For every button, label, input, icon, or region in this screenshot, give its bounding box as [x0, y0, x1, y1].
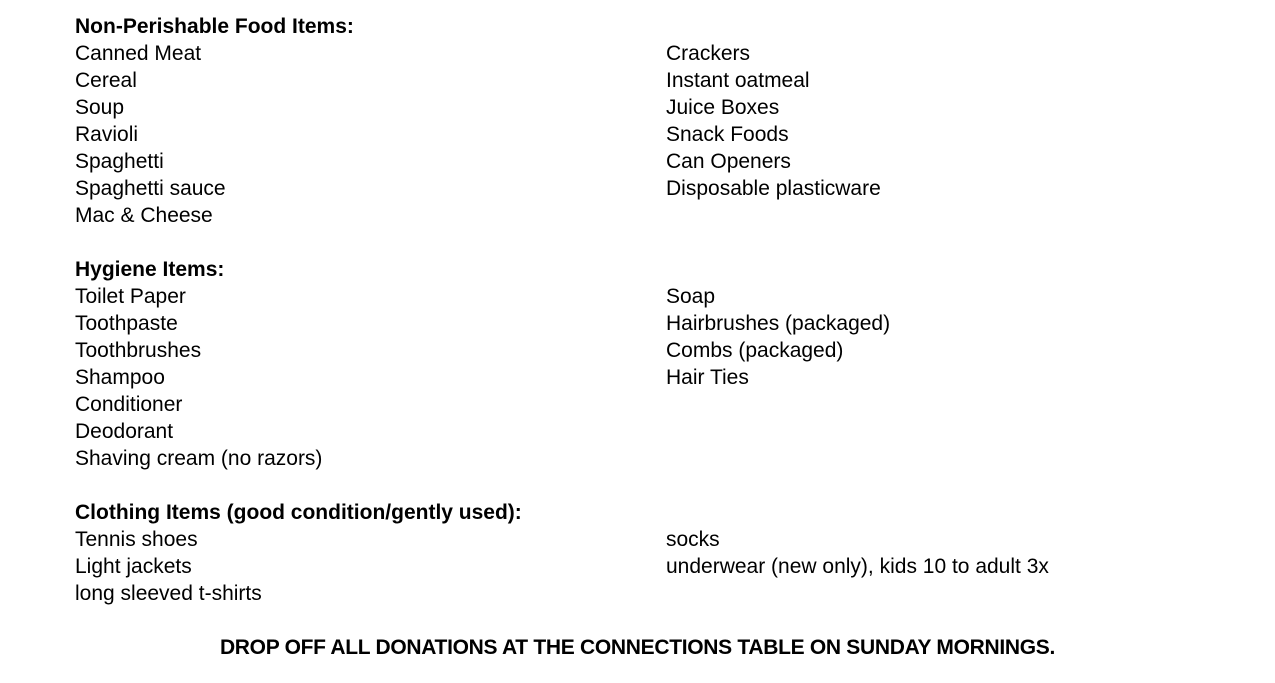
list-item: Soap: [666, 285, 716, 308]
list-item: Toilet Paper: [75, 285, 186, 308]
list-item: Shampoo: [75, 366, 165, 389]
section-left-column: [75, 526, 666, 607]
list-item: Juice Boxes: [666, 96, 780, 119]
list-item: Toothbrushes: [75, 339, 202, 362]
section-heading: Hygiene Items:: [75, 258, 225, 281]
list-item: Light jackets: [75, 555, 192, 578]
list-section: [75, 499, 1275, 607]
section-left-column: [75, 283, 666, 472]
list-item: Deodorant: [75, 420, 174, 443]
list-item: Hair Ties: [666, 366, 749, 389]
list-item: Hairbrushes (packaged): [666, 312, 891, 335]
section-heading: Non-Perishable Food Items:: [75, 15, 354, 38]
list-item: long sleeved t-shirts: [75, 582, 262, 605]
list-item: underwear (new only), kids 10 to adult 3x: [666, 555, 1049, 578]
list-item: Can Openers: [666, 150, 791, 173]
list-item: Ravioli: [75, 123, 139, 146]
list-item: Snack Foods: [666, 123, 789, 146]
list-item: Combs (packaged): [666, 339, 844, 362]
list-item: Spaghetti: [75, 150, 164, 173]
list-item: Toothpaste: [75, 312, 178, 335]
list-item: Crackers: [666, 42, 751, 65]
list-item: Cereal: [75, 69, 137, 92]
section-left-column: [75, 40, 666, 229]
section-heading: Clothing Items (good condition/gently used):: [75, 501, 522, 524]
list-item: Canned Meat: [75, 42, 202, 65]
list-section: [75, 13, 1275, 229]
list-item: Tennis shoes: [75, 528, 198, 551]
section-right-column: [666, 40, 1275, 229]
list-item: Soup: [75, 96, 125, 119]
sections-container: [0, 13, 1275, 607]
list-item: Conditioner: [75, 393, 183, 416]
list-item: Spaghetti sauce: [75, 177, 226, 200]
list-item: Mac & Cheese: [75, 204, 213, 227]
list-item: Instant oatmeal: [666, 69, 810, 92]
drop-off-instructions: DROP OFF ALL DONATIONS AT THE CONNECTIONS TABLE ON SUNDAY MORNINGS.: [219, 636, 1056, 659]
list-item: Shaving cream (no razors): [75, 447, 323, 470]
section-right-column: [666, 526, 1275, 607]
list-item: socks: [666, 528, 720, 551]
section-right-column: [666, 283, 1275, 472]
list-item: Disposable plasticware: [666, 177, 881, 200]
list-section: [75, 256, 1275, 472]
